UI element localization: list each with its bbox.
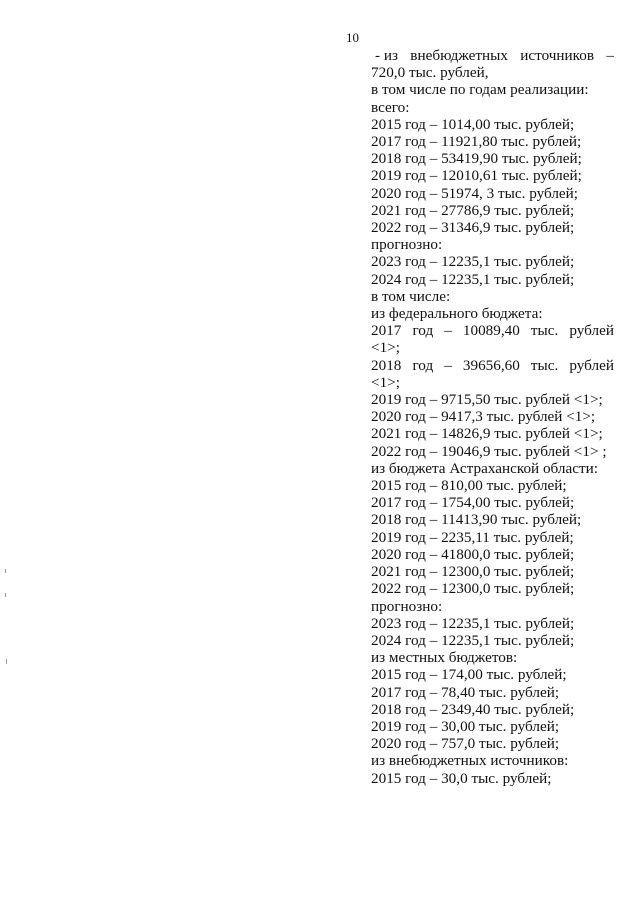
scan-mark [5,569,6,573]
text-word: внебюджетных [410,47,508,64]
text-word: год [412,322,434,340]
text-word: 2018 [371,356,402,374]
opening-justified-line [371,47,614,64]
text-line: 2018 год – 2349,40 тыс. рублей; [371,700,575,718]
text-word: год [412,356,434,374]
text-word: - из [375,47,398,64]
text-line: 2019 год – 2235,11 тыс. рублей; [371,528,574,546]
text-line: 2020 год – 51974, 3 тыс. рублей; [371,184,579,202]
text-line: 2022 год – 31346,9 тыс. рублей; [371,219,575,237]
text-word: 2017 [371,322,402,340]
text-line: <1>; [371,373,400,391]
text-line: из бюджета Астраханской области: [371,459,598,477]
text-line: 2018 год – 53419,90 тыс. рублей; [371,150,582,168]
text-line: в том числе по годам реализации: [371,81,589,99]
scan-mark [5,593,6,597]
text-line: 2021 год – 12300,0 тыс. рублей; [371,563,575,581]
text-line: в том числе: [371,287,451,305]
text-line: 2015 год – 174,00 тыс. рублей; [371,666,567,684]
text-word: источников [520,47,595,64]
text-line: 2019 год – 30,00 тыс. рублей; [371,717,560,735]
text-line: 2018 год – 11413,90 тыс. рублей; [371,511,582,529]
text-word: рублей [569,356,614,374]
text-line: 720,0 тыс. рублей, [371,64,489,82]
text-word: тыс. [530,356,559,374]
financing-text-column [371,47,614,787]
text-word: – [444,322,452,340]
text-line: 2022 год – 12300,0 тыс. рублей; [371,580,575,598]
text-line: 2017 год – 78,40 тыс. рублей; [371,683,560,701]
text-word: рублей [569,322,614,340]
text-line: 2019 год – 12010,61 тыс. рублей; [371,167,582,185]
page-number: 10 [346,30,359,45]
text-line: всего: [371,98,410,116]
text-line: из внебюджетных источников: [371,752,569,770]
text-line: прогнозно: [371,597,443,615]
text-word: 10089,40 [462,322,520,340]
text-line: 2024 год – 12235,1 тыс. рублей; [371,631,575,649]
text-line: 2022 год – 19046,9 тыс. рублей <1> ; [371,442,607,460]
text-line: 2023 год – 12235,1 тыс. рублей; [371,614,575,632]
scan-mark [6,659,7,664]
text-line: 2015 год – 30,0 тыс. рублей; [371,769,552,787]
text-line: 2017 год – 1754,00 тыс. рублей; [371,494,575,512]
text-line: <1>; [371,339,400,357]
text-line: 2024 год – 12235,1 тыс. рублей; [371,270,575,288]
text-line: 2017 год – 11921,80 тыс. рублей; [371,133,582,151]
text-line: 2020 год – 9417,3 тыс. рублей <1>; [371,408,596,426]
text-line: 2020 год – 757,0 тыс. рублей; [371,735,560,753]
text-word: тыс. [530,322,559,340]
text-line: 2021 год – 14826,9 тыс. рублей <1>; [371,425,603,443]
text-word: – [444,356,452,374]
text-line: 2023 год – 12235,1 тыс. рублей; [371,253,575,271]
federal-2018-justified-line [371,357,614,374]
text-line: 2019 год – 9715,50 тыс. рублей <1>; [371,391,603,409]
text-line: 2021 год – 27786,9 тыс. рублей; [371,201,575,219]
text-line: прогнозно: [371,236,443,254]
federal-2017-justified-line [371,322,614,339]
text-line: 2015 год – 1014,00 тыс. рублей; [371,115,575,133]
text-word: 39656,60 [462,356,520,374]
text-word: – [606,47,614,64]
text-line: из федерального бюджета: [371,305,543,323]
text-line: 2020 год – 41800,0 тыс. рублей; [371,545,575,563]
text-line: 2015 год – 810,00 тыс. рублей; [371,477,567,495]
text-line: из местных бюджетов: [371,649,518,667]
